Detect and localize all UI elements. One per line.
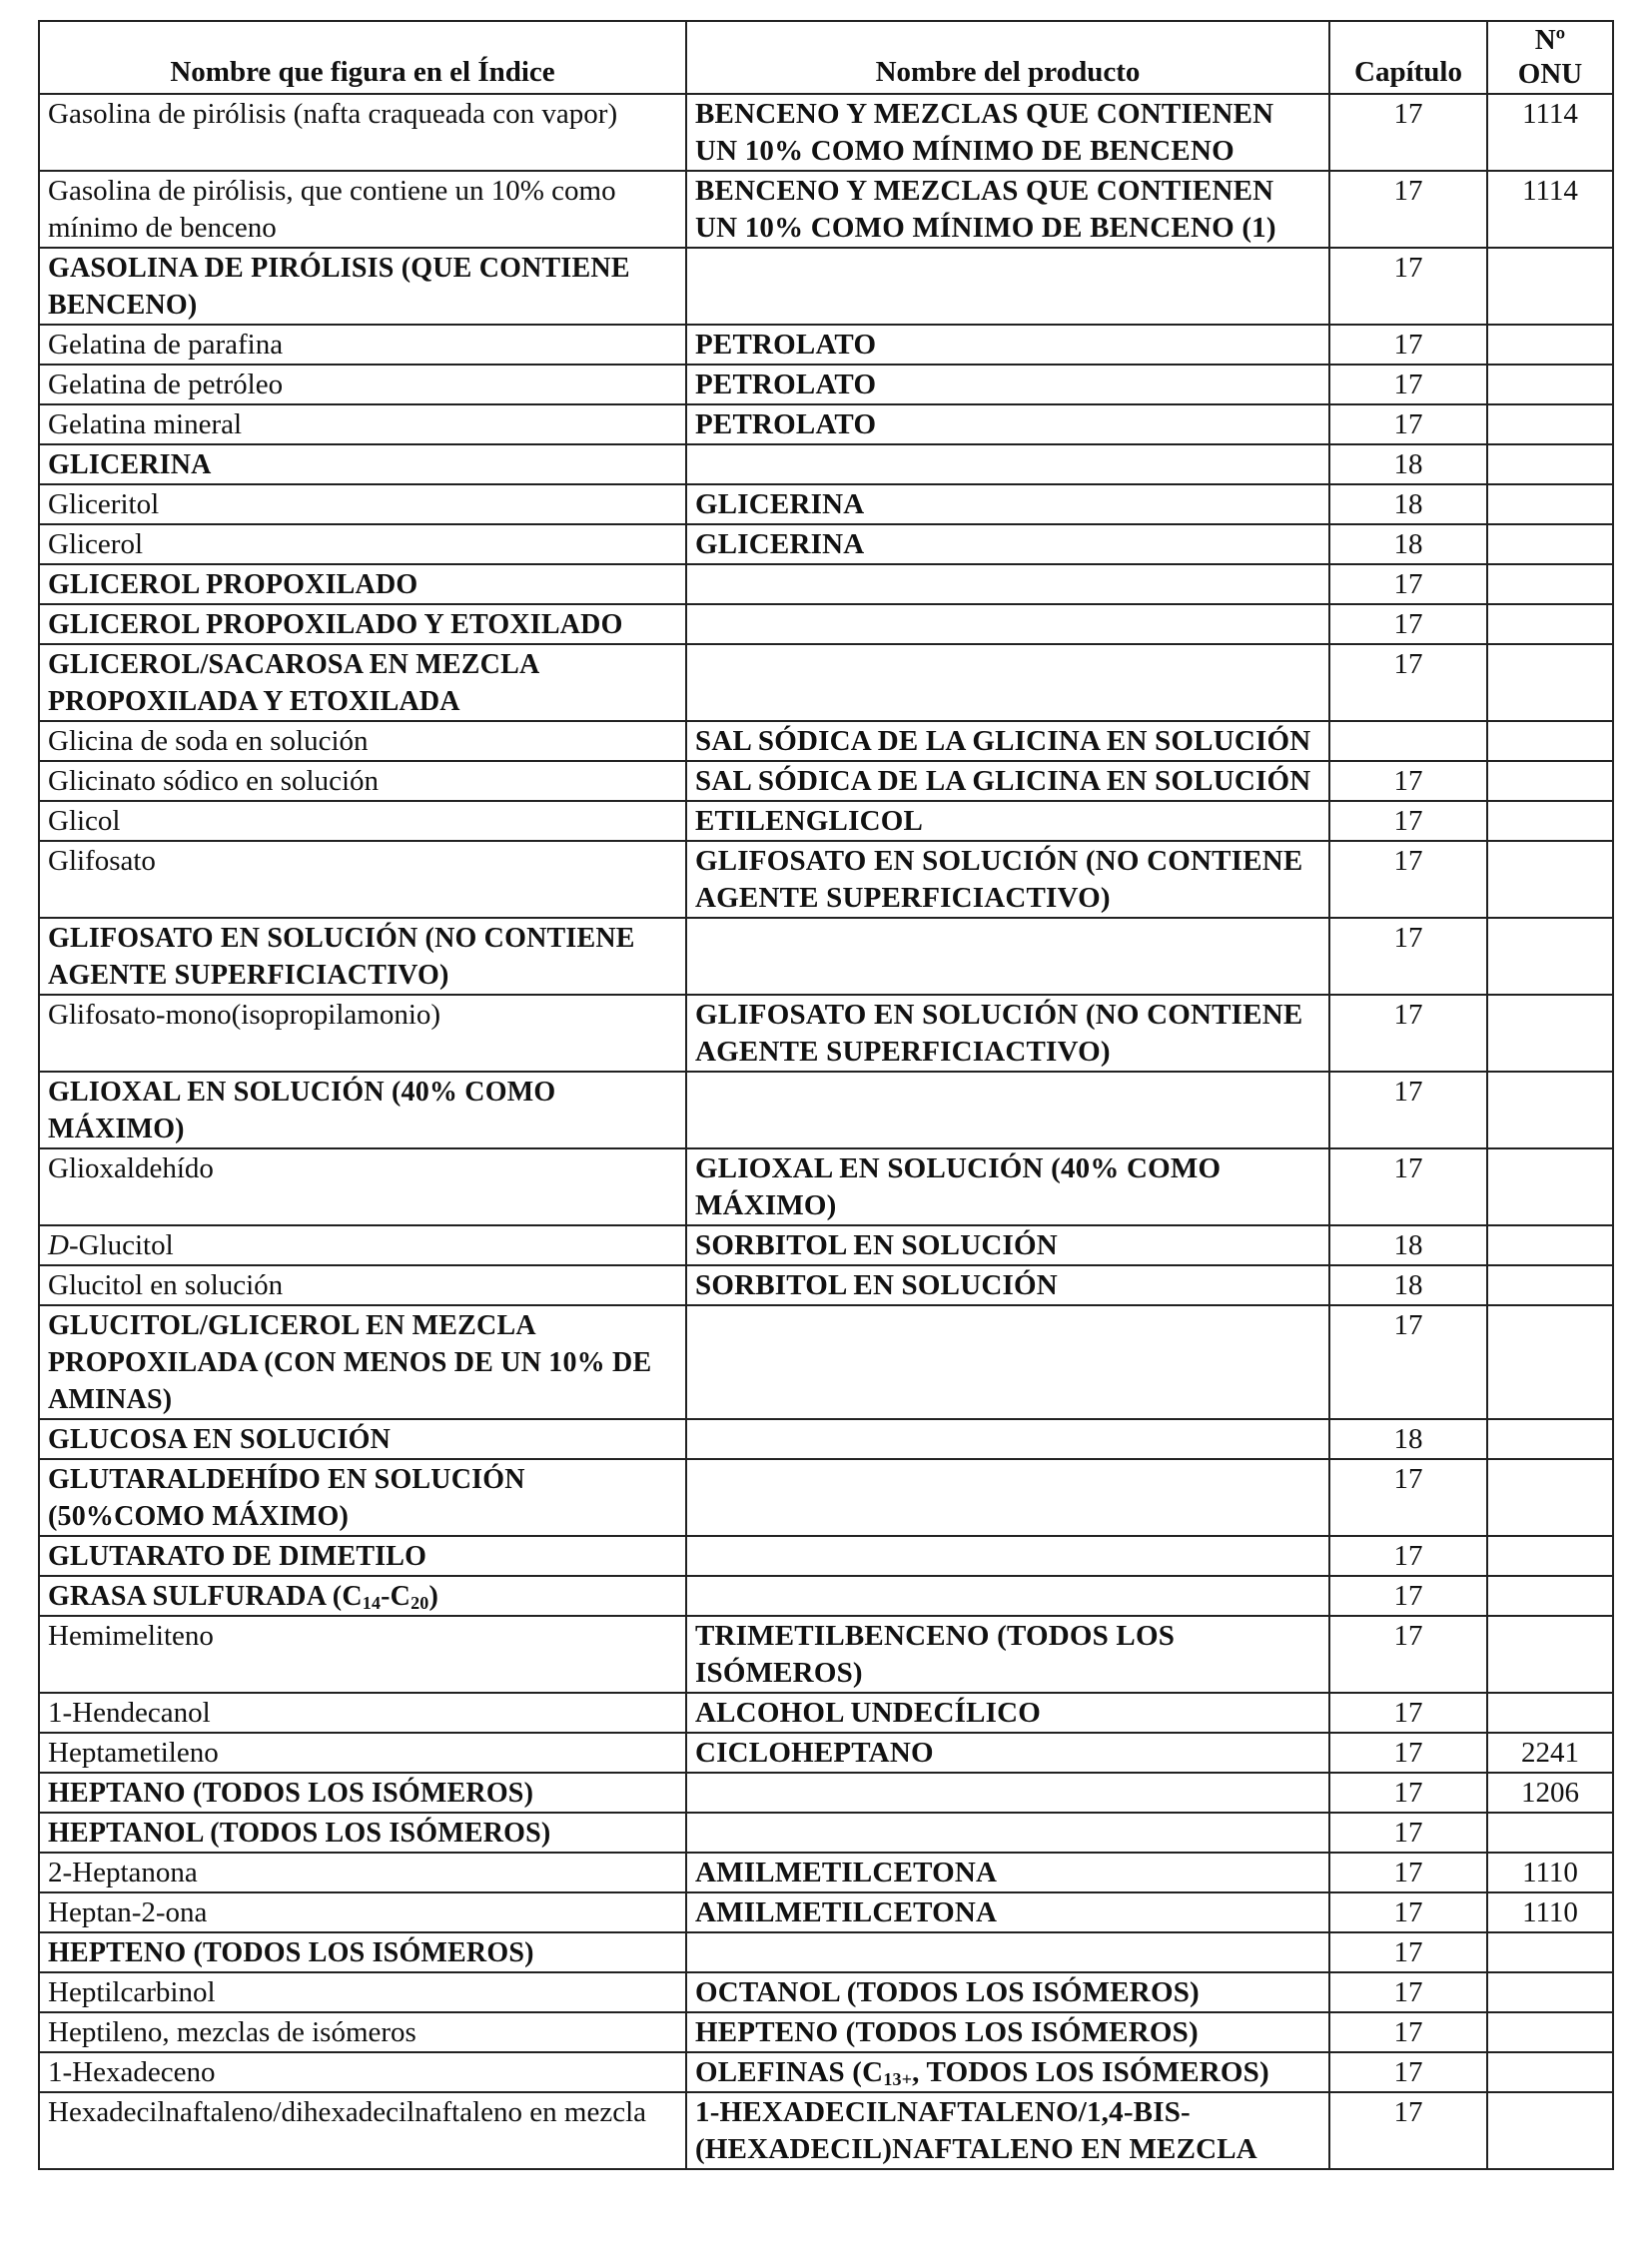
- chapter-cell: 17: [1329, 1733, 1487, 1773]
- index-name-text: GLICEROL/SACAROSA EN MEZCLA PROPOXILADA Y ETOXILADA: [48, 649, 538, 717]
- product-name-cell: [686, 918, 1329, 995]
- chapter-cell: 18: [1329, 1419, 1487, 1459]
- index-name-cell: [39, 761, 686, 801]
- index-name-text: Heptilcarbinol: [48, 1976, 216, 2008]
- index-name-cell: [39, 1305, 686, 1419]
- index-name-cell: [39, 1813, 686, 1853]
- product-name-cell: [686, 564, 1329, 604]
- table-row: [39, 171, 1613, 248]
- index-name-cell: [39, 325, 686, 365]
- table-row: [39, 1733, 1613, 1773]
- table-row: [39, 1853, 1613, 1892]
- un-number-cell: [1487, 1693, 1613, 1733]
- un-number-cell: [1487, 1225, 1613, 1265]
- product-name-cell: [686, 1305, 1329, 1419]
- index-name-cell: [39, 1972, 686, 2012]
- table-row: [39, 1148, 1613, 1225]
- un-number-cell: 1206: [1487, 1773, 1613, 1813]
- table-row: [39, 1616, 1613, 1693]
- index-name-cell: [39, 365, 686, 404]
- index-name-text: Glifosato-mono(isopropilamonio): [48, 999, 441, 1031]
- table-row: [39, 248, 1613, 325]
- un-number-cell: [1487, 1536, 1613, 1576]
- chapter-cell: 17: [1329, 1813, 1487, 1853]
- un-number-cell: [1487, 325, 1613, 365]
- index-name-text: -Glucitol: [68, 1229, 174, 1261]
- index-name-cell: [39, 1733, 686, 1773]
- chapter-cell: 17: [1329, 1459, 1487, 1536]
- chapter-cell: 17: [1329, 604, 1487, 644]
- product-name-cell: [686, 1813, 1329, 1853]
- un-number-cell: [1487, 721, 1613, 761]
- index-name-text: GLICEROL PROPOXILADO: [48, 569, 418, 600]
- chapter-cell: 17: [1329, 1932, 1487, 1972]
- product-name-part: , TODOS LOS ISÓMEROS): [912, 2056, 1269, 2088]
- chapter-cell: 17: [1329, 1536, 1487, 1576]
- chapter-cell: 17: [1329, 2052, 1487, 2092]
- product-name-cell: [686, 1072, 1329, 1148]
- table-row: [39, 94, 1613, 171]
- un-number-cell: [1487, 1813, 1613, 1853]
- table-row: [39, 564, 1613, 604]
- product-name-cell: PETROLATO: [686, 404, 1329, 444]
- index-name-text: GLICERINA: [48, 449, 212, 480]
- index-name-cell: [39, 1265, 686, 1305]
- product-name-cell: SORBITOL EN SOLUCIÓN: [686, 1225, 1329, 1265]
- index-name-cell: [39, 444, 686, 484]
- index-name-cell: [39, 841, 686, 918]
- product-name-cell: TRIMETILBENCENO (TODOS LOS ISÓMEROS): [686, 1616, 1329, 1693]
- table-row: [39, 1693, 1613, 1733]
- un-number-cell: [1487, 1148, 1613, 1225]
- index-name-cell: [39, 2092, 686, 2169]
- chapter-cell: 17: [1329, 2012, 1487, 2052]
- product-name-cell: [686, 644, 1329, 721]
- table-row: [39, 484, 1613, 524]
- product-name-cell: GLIFOSATO EN SOLUCIÓN (NO CONTIENE AGENTE SUPERFICIACTIVO): [686, 841, 1329, 918]
- product-name-cell: [686, 248, 1329, 325]
- un-number-cell: 1114: [1487, 94, 1613, 171]
- table-row: [39, 2012, 1613, 2052]
- table-row: [39, 524, 1613, 564]
- un-number-cell: [1487, 248, 1613, 325]
- chemical-index-table: [38, 20, 1614, 2170]
- chapter-cell: 18: [1329, 1225, 1487, 1265]
- index-name-part: 14: [362, 1593, 382, 1613]
- un-number-cell: [1487, 524, 1613, 564]
- chapter-cell: 17: [1329, 564, 1487, 604]
- un-number-cell: [1487, 444, 1613, 484]
- index-name-cell: [39, 801, 686, 841]
- index-name-cell: [39, 1616, 686, 1693]
- table-row: [39, 1773, 1613, 1813]
- un-number-cell: 2241: [1487, 1733, 1613, 1773]
- un-number-cell: [1487, 1265, 1613, 1305]
- index-name-text: Heptileno, mezclas de isómeros: [48, 2016, 416, 2048]
- table-row: [39, 1419, 1613, 1459]
- table-row: [39, 1932, 1613, 1972]
- table-row: [39, 1459, 1613, 1536]
- header-index-name: Nombre que figura en el Índice: [39, 21, 686, 94]
- chapter-cell: 17: [1329, 1072, 1487, 1148]
- product-name-part: 13+: [883, 2069, 913, 2089]
- chapter-cell: 18: [1329, 1265, 1487, 1305]
- index-name-text: GLUTARATO DE DIMETILO: [48, 1541, 427, 1572]
- index-name-cell: [39, 2012, 686, 2052]
- index-name-cell: [39, 524, 686, 564]
- product-name-cell: AMILMETILCETONA: [686, 1892, 1329, 1932]
- product-name-cell: [686, 1773, 1329, 1813]
- index-name-cell: [39, 1892, 686, 1932]
- table-row: [39, 1265, 1613, 1305]
- index-name-cell: [39, 404, 686, 444]
- product-name-cell: 1-HEXADECILNAFTALENO/1,4-BIS-(HEXADECIL)NAFTALENO EN MEZCLA: [686, 2092, 1329, 2169]
- table-header: [39, 21, 1613, 94]
- un-number-cell: [1487, 2092, 1613, 2169]
- index-name-cell: [39, 1853, 686, 1892]
- un-number-cell: [1487, 1616, 1613, 1693]
- table-row: [39, 1305, 1613, 1419]
- index-name-text: Glioxaldehído: [48, 1152, 214, 1184]
- chapter-cell: 18: [1329, 484, 1487, 524]
- chapter-cell: 18: [1329, 524, 1487, 564]
- index-name-text: Gasolina de pirólisis, que contiene un 10% como mínimo de benceno: [48, 175, 616, 244]
- chapter-cell: 17: [1329, 801, 1487, 841]
- un-number-cell: [1487, 365, 1613, 404]
- table-row: [39, 721, 1613, 761]
- header-row: [39, 21, 1613, 94]
- product-name-cell: SAL SÓDICA DE LA GLICINA EN SOLUCIÓN: [686, 761, 1329, 801]
- table-row: [39, 801, 1613, 841]
- product-name-cell: [686, 604, 1329, 644]
- un-number-cell: [1487, 2052, 1613, 2092]
- index-name-cell: [39, 1773, 686, 1813]
- un-number-cell: 1110: [1487, 1853, 1613, 1892]
- index-name-text: Gasolina de pirólisis (nafta craqueada con vapor): [48, 98, 618, 130]
- table-row: [39, 444, 1613, 484]
- index-name-text: GLICEROL PROPOXILADO Y ETOXILADO: [48, 609, 623, 640]
- un-number-cell: [1487, 761, 1613, 801]
- index-name-cell: [39, 1932, 686, 1972]
- index-name-cell: [39, 1419, 686, 1459]
- chapter-cell: 17: [1329, 644, 1487, 721]
- product-name-cell: AMILMETILCETONA: [686, 1853, 1329, 1892]
- index-name-cell: [39, 604, 686, 644]
- index-name-text: GLIOXAL EN SOLUCIÓN (40% COMO MÁXIMO): [48, 1077, 556, 1144]
- index-name-cell: [39, 1536, 686, 1576]
- un-number-cell: [1487, 1972, 1613, 2012]
- table-row: [39, 2052, 1613, 2092]
- index-name-text: 1-Hendecanol: [48, 1697, 211, 1729]
- un-number-cell: [1487, 995, 1613, 1072]
- product-name-cell: GLICERINA: [686, 484, 1329, 524]
- header-product-name: Nombre del producto: [686, 21, 1329, 94]
- table-row: [39, 1536, 1613, 1576]
- index-name-text: GLUCOSA EN SOLUCIÓN: [48, 1424, 391, 1455]
- table-row: [39, 404, 1613, 444]
- table-row: [39, 918, 1613, 995]
- index-name-cell: [39, 484, 686, 524]
- chapter-cell: 17: [1329, 2092, 1487, 2169]
- table-row: [39, 325, 1613, 365]
- index-name-text: Hexadecilnaftaleno/dihexadecilnaftaleno en mezcla: [48, 2096, 647, 2128]
- table-row: [39, 1225, 1613, 1265]
- chapter-cell: 18: [1329, 444, 1487, 484]
- index-name-text: HEPTENO (TODOS LOS ISÓMEROS): [48, 1937, 534, 1968]
- index-name-text: GASOLINA DE PIRÓLISIS (QUE CONTIENE BENCENO): [48, 253, 630, 321]
- product-name-cell: ALCOHOL UNDECÍLICO: [686, 1693, 1329, 1733]
- header-un-line1: Nº: [1534, 24, 1566, 56]
- product-name-cell: BENCENO Y MEZCLAS QUE CONTIENEN UN 10% COMO MÍNIMO DE BENCENO (1): [686, 171, 1329, 248]
- product-name-cell: OCTANOL (TODOS LOS ISÓMEROS): [686, 1972, 1329, 2012]
- table-row: [39, 644, 1613, 721]
- product-name-cell: GLIOXAL EN SOLUCIÓN (40% COMO MÁXIMO): [686, 1148, 1329, 1225]
- index-name-text: 2-Heptanona: [48, 1857, 198, 1888]
- index-name-cell: [39, 94, 686, 171]
- un-number-cell: [1487, 564, 1613, 604]
- chapter-cell: 17: [1329, 248, 1487, 325]
- index-name-text: Glicinato sódico en solución: [48, 765, 380, 797]
- product-name-cell: [686, 2052, 1329, 2092]
- chapter-cell: 17: [1329, 365, 1487, 404]
- table-row: [39, 1813, 1613, 1853]
- chapter-cell: 17: [1329, 1773, 1487, 1813]
- chapter-cell: 17: [1329, 918, 1487, 995]
- index-name-cell: [39, 2052, 686, 2092]
- chapter-cell: 17: [1329, 404, 1487, 444]
- un-number-cell: [1487, 604, 1613, 644]
- index-name-text: Glicol: [48, 805, 121, 837]
- product-name-cell: ETILENGLICOL: [686, 801, 1329, 841]
- table-row: [39, 365, 1613, 404]
- index-name-cell: [39, 1148, 686, 1225]
- un-number-cell: 1114: [1487, 171, 1613, 248]
- index-name-text: Glicerol: [48, 528, 144, 560]
- index-name-text: GLIFOSATO EN SOLUCIÓN (NO CONTIENE AGENTE SUPERFICIACTIVO): [48, 923, 635, 991]
- product-name-cell: [686, 1459, 1329, 1536]
- product-name-cell: GLIFOSATO EN SOLUCIÓN (NO CONTIENE AGENTE SUPERFICIACTIVO): [686, 995, 1329, 1072]
- table-row: [39, 1072, 1613, 1148]
- un-number-cell: [1487, 404, 1613, 444]
- index-name-text: GLUCITOL/GLICEROL EN MEZCLA PROPOXILADA (CON MENOS DE UN 10% DE AMINAS): [48, 1310, 652, 1415]
- product-name-part: OLEFINAS (C: [695, 2056, 884, 2088]
- chapter-cell: 17: [1329, 841, 1487, 918]
- index-name-text: Glifosato: [48, 845, 156, 877]
- product-name-cell: SORBITOL EN SOLUCIÓN: [686, 1265, 1329, 1305]
- table-row: [39, 2092, 1613, 2169]
- un-number-cell: [1487, 1072, 1613, 1148]
- chapter-cell: 17: [1329, 1853, 1487, 1892]
- table-row: [39, 1576, 1613, 1616]
- un-number-cell: [1487, 801, 1613, 841]
- index-name-text: Gelatina de petróleo: [48, 369, 284, 400]
- un-number-cell: [1487, 918, 1613, 995]
- product-name-cell: CICLOHEPTANO: [686, 1733, 1329, 1773]
- index-name-cell: [39, 1693, 686, 1733]
- product-name-cell: [686, 1536, 1329, 1576]
- product-name-cell: [686, 1419, 1329, 1459]
- chapter-cell: 17: [1329, 1616, 1487, 1693]
- document-page: [38, 20, 1612, 2170]
- un-number-cell: [1487, 1459, 1613, 1536]
- chapter-cell: 17: [1329, 1148, 1487, 1225]
- product-name-cell: [686, 1576, 1329, 1616]
- index-name-text: Glucitol en solución: [48, 1269, 284, 1301]
- un-number-cell: [1487, 484, 1613, 524]
- table-row: [39, 1972, 1613, 2012]
- table-row: [39, 995, 1613, 1072]
- un-number-cell: [1487, 2012, 1613, 2052]
- chapter-cell: 17: [1329, 1305, 1487, 1419]
- table-row: [39, 604, 1613, 644]
- un-number-cell: 1110: [1487, 1892, 1613, 1932]
- product-name-cell: GLICERINA: [686, 524, 1329, 564]
- header-un-line2: ONU: [1517, 58, 1583, 90]
- index-name-text: Glicina de soda en solución: [48, 725, 369, 757]
- product-name-cell: [686, 444, 1329, 484]
- index-name-part: 20: [411, 1593, 429, 1613]
- chapter-cell: 17: [1329, 1892, 1487, 1932]
- un-number-cell: [1487, 1305, 1613, 1419]
- index-name-text: 1-Hexadeceno: [48, 2056, 216, 2088]
- index-name-prefix: D: [48, 1229, 69, 1261]
- index-name-cell: [39, 248, 686, 325]
- table-row: [39, 841, 1613, 918]
- index-name-cell: [39, 644, 686, 721]
- un-number-cell: [1487, 1576, 1613, 1616]
- chapter-cell: 17: [1329, 1576, 1487, 1616]
- table-row: [39, 1892, 1613, 1932]
- index-name-text: Heptan-2-ona: [48, 1896, 208, 1928]
- index-name-text: HEPTANO (TODOS LOS ISÓMEROS): [48, 1778, 534, 1809]
- chapter-cell: 17: [1329, 171, 1487, 248]
- index-name-text: Gelatina mineral: [48, 408, 243, 440]
- product-name-cell: PETROLATO: [686, 325, 1329, 365]
- chapter-cell: 17: [1329, 995, 1487, 1072]
- un-number-cell: [1487, 841, 1613, 918]
- index-name-part: GRASA SULFURADA (C: [48, 1581, 363, 1612]
- table-body: [39, 94, 1613, 2169]
- index-name-text: HEPTANOL (TODOS LOS ISÓMEROS): [48, 1818, 551, 1849]
- index-name-part: -C: [381, 1581, 412, 1612]
- chapter-cell: [1329, 721, 1487, 761]
- index-name-cell: [39, 564, 686, 604]
- index-name-text: Heptametileno: [48, 1737, 219, 1769]
- index-name-text: Gelatina de parafina: [48, 329, 284, 361]
- header-chapter: Capítulo: [1329, 21, 1487, 94]
- index-name-text: Gliceritol: [48, 488, 160, 520]
- chapter-cell: 17: [1329, 94, 1487, 171]
- table-row: [39, 761, 1613, 801]
- product-name-cell: HEPTENO (TODOS LOS ISÓMEROS): [686, 2012, 1329, 2052]
- un-number-cell: [1487, 1932, 1613, 1972]
- product-name-cell: PETROLATO: [686, 365, 1329, 404]
- index-name-cell: [39, 721, 686, 761]
- index-name-cell: [39, 995, 686, 1072]
- header-un-number: [1487, 21, 1613, 94]
- index-name-cell: [39, 1459, 686, 1536]
- chapter-cell: 17: [1329, 1693, 1487, 1733]
- un-number-cell: [1487, 644, 1613, 721]
- index-name-cell: [39, 171, 686, 248]
- product-name-cell: [686, 1932, 1329, 1972]
- index-name-text: Hemimeliteno: [48, 1620, 214, 1652]
- product-name-cell: BENCENO Y MEZCLAS QUE CONTIENEN UN 10% COMO MÍNIMO DE BENCENO: [686, 94, 1329, 171]
- index-name-cell: [39, 1576, 686, 1616]
- un-number-cell: [1487, 1419, 1613, 1459]
- product-name-cell: SAL SÓDICA DE LA GLICINA EN SOLUCIÓN: [686, 721, 1329, 761]
- chapter-cell: 17: [1329, 325, 1487, 365]
- index-name-text: GLUTARALDEHÍDO EN SOLUCIÓN (50%COMO MÁXIMO): [48, 1464, 525, 1532]
- chapter-cell: 17: [1329, 1972, 1487, 2012]
- chapter-cell: 17: [1329, 761, 1487, 801]
- index-name-cell: [39, 1072, 686, 1148]
- index-name-part: ): [428, 1581, 439, 1612]
- index-name-cell: [39, 1225, 686, 1265]
- index-name-cell: [39, 918, 686, 995]
